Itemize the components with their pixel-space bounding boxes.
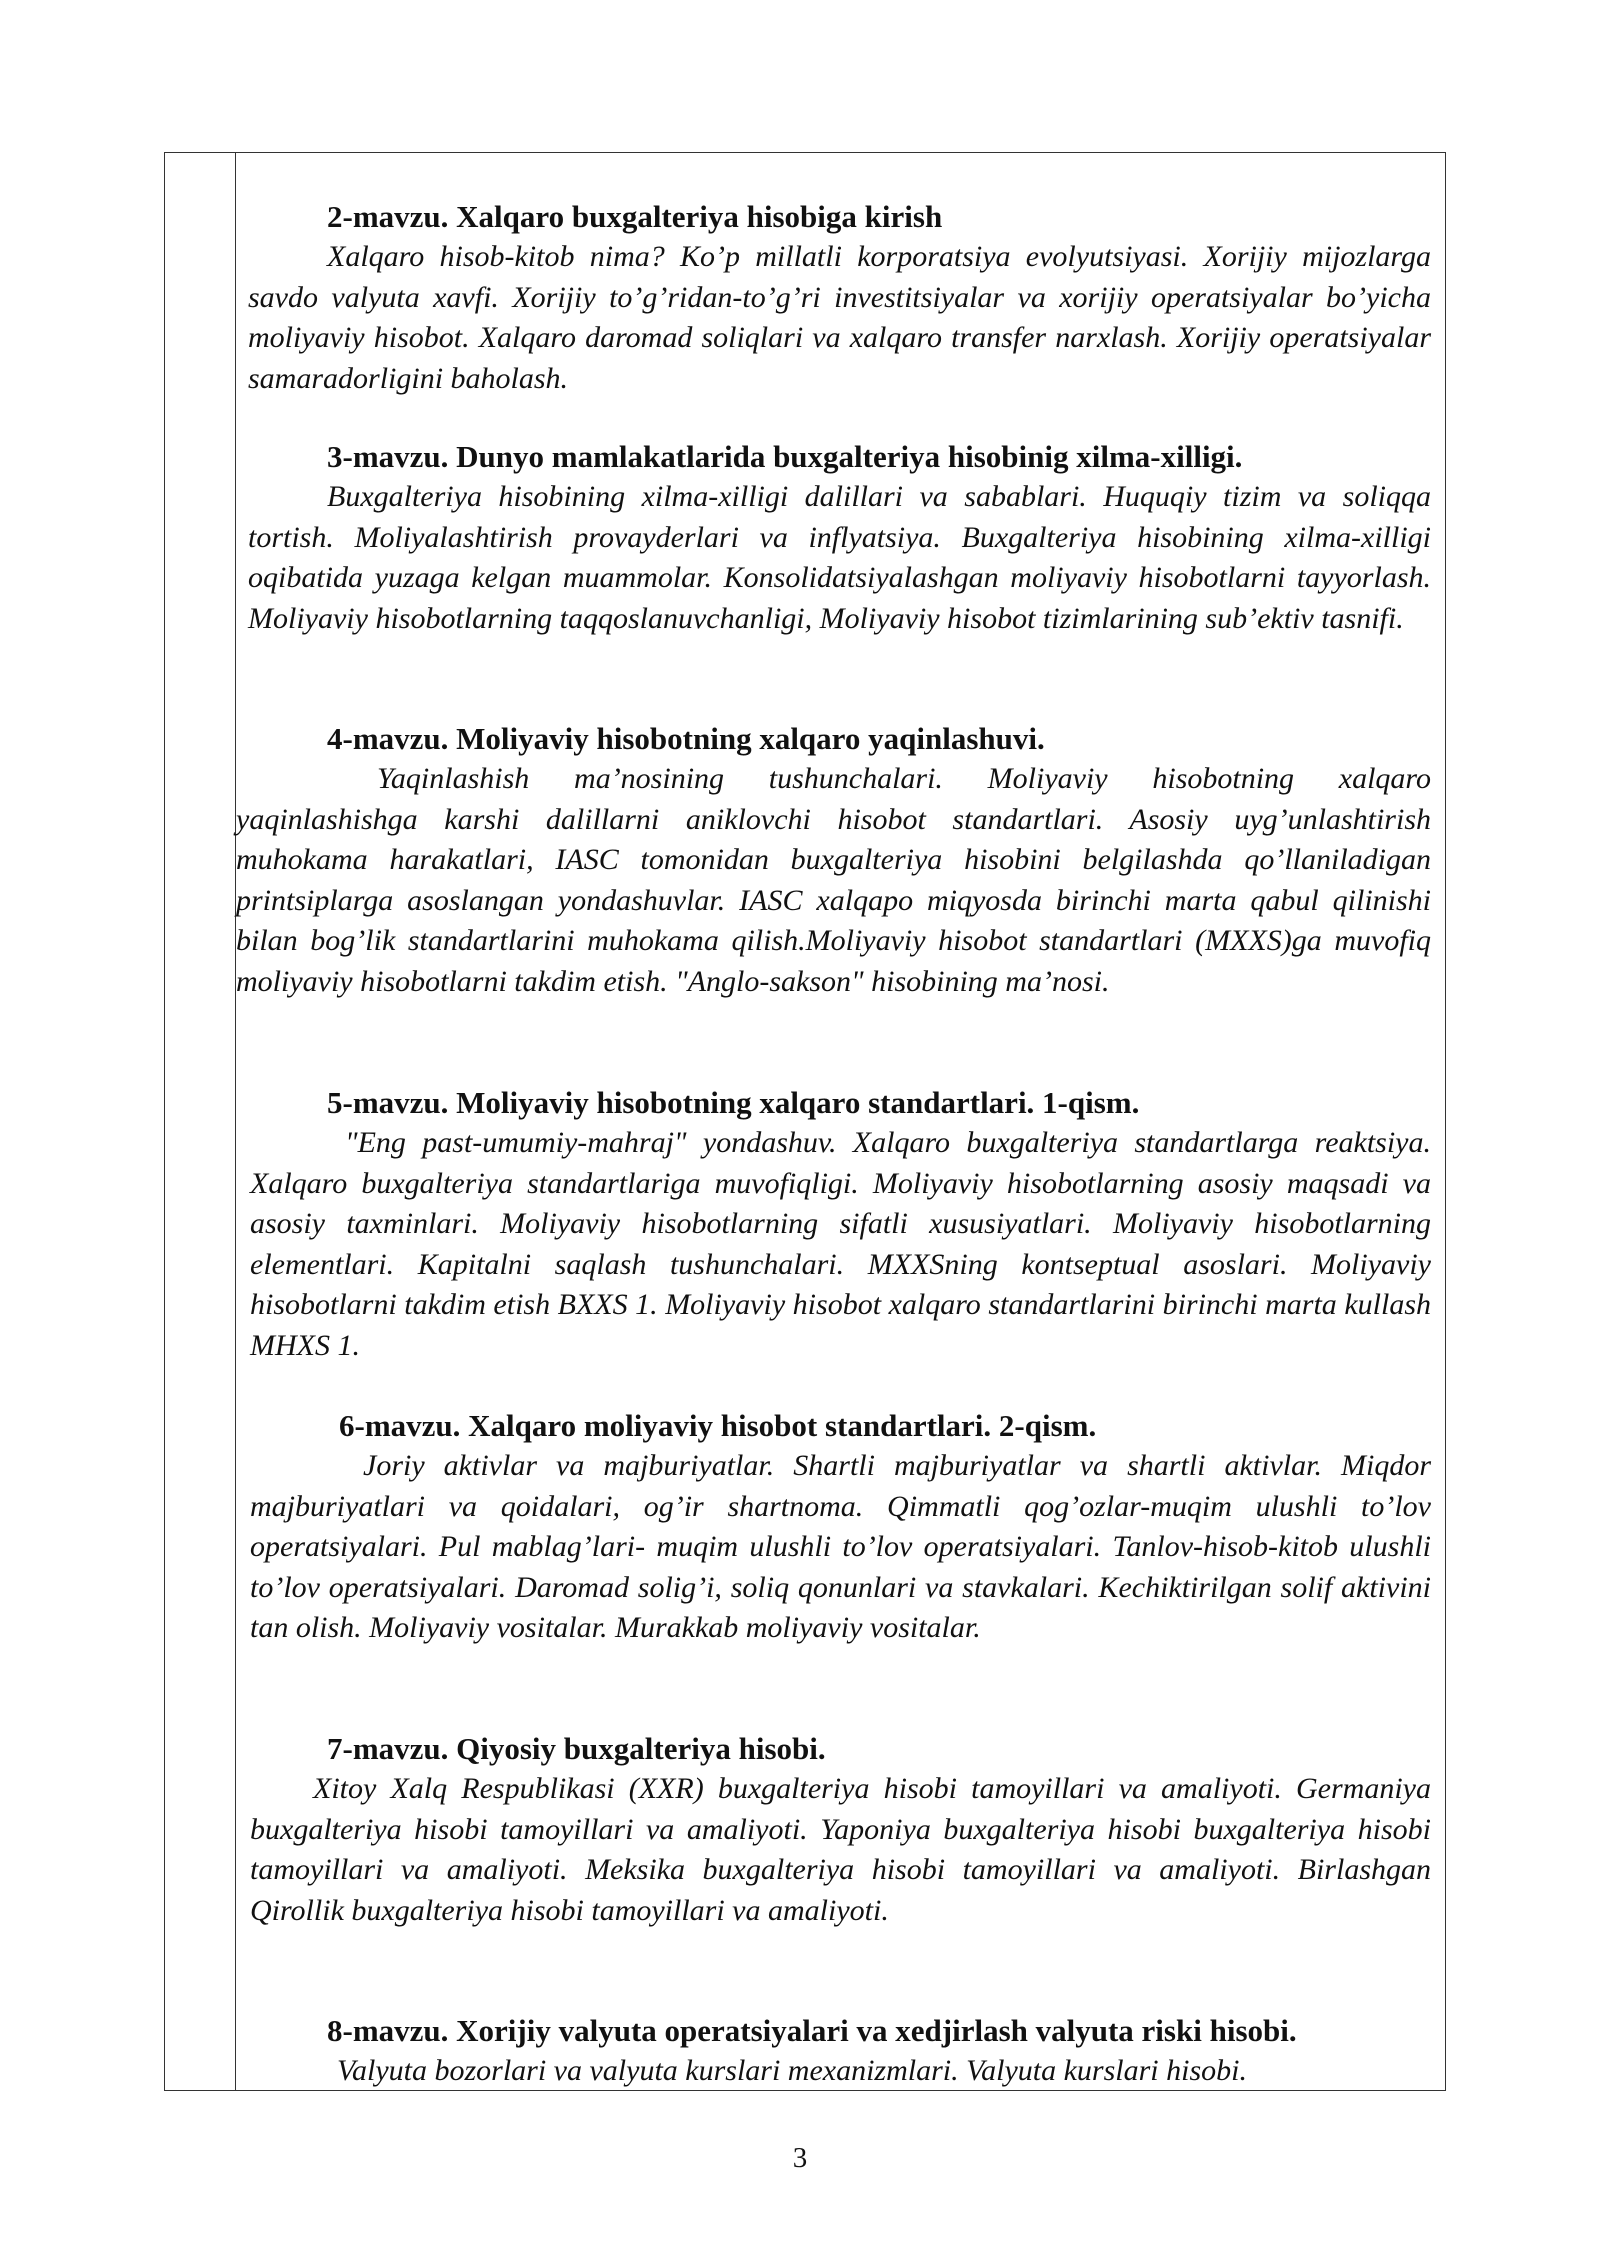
topic-description: Yaqinlashish ma’nosining tushunchalari. Moliyaviy hisobotning xalqaro yaqinlashishga karshi dalillarni aniklovchi hisobot standartlari. Asosiy uyg’unlashtirish muhokama harakatlari, IASC tomonidan buxgalteriya hisobini belgilashda qo’llaniladigan printsiplarga asoslangan yondashuvlar. IASC xalqapo miqyosda birinchi marta qabul qilinishi bilan bog’lik standartlarini muhokama qilish.Moliyaviy hisobot standartlari (MXXS)ga muvofiq moliyaviy hisobotlarni takdim etish. "Anglo-sakson" hisobining ma’nosi. xyxy=(236,762,1431,998)
topic-title: 3-mavzu. Dunyo mamlakatlarida buxgalteriya hisobinig xilma-xilligi. xyxy=(327,439,1243,474)
topic-2 xyxy=(248,197,1431,399)
topic-description: Xitoy Xalq Respublikasi (XXR) buxgalteriya hisobi tamoyillari va amaliyoti. Germaniya buxgalteriya hisobi tamoyillari va amaliyoti. Yaponiya buxgalteriya hisobi buxgalteriya hisobi tamoyillari va amaliyoti. Meksika buxgalteriya hisobi tamoyillari va amaliyoti. Birlashgan Qirollik buxgalteriya hisobi tamoyillari va amaliyoti. xyxy=(250,1772,1431,1927)
topic-description: Buxgalteriya hisobining xilma-xilligi dalillari va sabablari. Huquqiy tizim va soliqqa tortish. Moliyalashtirish provayderlari va inflyatsiya. Buxgalteriya hisobining xilma-xilligi oqibatida yuzaga kelgan muammolar. Konsolidatsiyalashgan moliyaviy hisobotlarni tayyorlash. Moliyaviy hisobotlarning taqqoslanuvchanligi, Moliyaviy hisobot tizimlarining sub’ektiv tasnifi. xyxy=(248,480,1431,635)
topic-3 xyxy=(248,437,1431,639)
topic-title: 5-mavzu. Moliyaviy hisobotning xalqaro standartlari. 1-qism. xyxy=(327,1085,1140,1120)
topic-description: Xalqaro hisob-kitob nima? Ko’p millatli korporatsiya evolyutsiyasi. Xorijiy mijozlarga savdo valyuta xavfi. Xorijiy to’g’ridan-to’g’ri investitsiyalar va xorijiy operatsiyalar bo’yicha moliyaviy hisobot. Xalqaro daromad soliqlari va xalqaro transfer narxlash. Xorijiy operatsiyalar samaradorligini baholash. xyxy=(248,240,1431,395)
topic-7 xyxy=(250,1729,1431,1931)
column-divider xyxy=(235,153,236,2090)
syllabus-table xyxy=(164,152,1446,2091)
topic-6 xyxy=(250,1406,1431,1649)
topic-description: "Eng past-umumiy-mahraj" yondashuv. Xalqaro buxgalteriya standartlarga reaktsiya. Xalqaro buxgalteriya standartlariga muvofiqligi. Moliyaviy hisobotlarning asosiy maqsadi va asosiy taxminlari. Moliyaviy hisobotlarning sifatli xususiyatlari. Moliyaviy hisobotlarning elementlari. Kapitalni saqlash tushunchalari. MXXSning kontseptual asoslari. Moliyaviy hisobotlarni takdim etish BXXS 1. Moliyaviy hisobot xalqaro standartlarini birinchi marta kullash MHXS 1. xyxy=(250,1126,1431,1362)
topic-5 xyxy=(250,1083,1431,1366)
page-number: 3 xyxy=(792,2142,808,2174)
topic-8 xyxy=(250,2011,1431,2092)
topic-title: 6-mavzu. Xalqaro moliyaviy hisobot standartlari. 2-qism. xyxy=(339,1408,1097,1443)
topic-description: Joriy aktivlar va majburiyatlar. Shartli majburiyatlar va shartli aktivlar. Miqdor majburiyatlari va qoidalari, og’ir shartnoma. Qimmatli qog’ozlar-muqim ulushli to’lov operatsiyalari. Pul mablag’lari- muqim ulushli to’lov operatsiyalari. Tanlov-hisob-kitob ulushli to’lov operatsiyalari. Daromad solig’i, soliq qonunlari va stavkalari. Kechiktirilgan solif aktivini tan olish. Moliyaviy vositalar. Murakkab moliyaviy vositalar. xyxy=(250,1449,1431,1644)
topic-title: 2-mavzu. Xalqaro buxgalteriya hisobiga kirish xyxy=(327,199,943,234)
topic-title: 7-mavzu. Qiyosiy buxgalteriya hisobi. xyxy=(327,1731,826,1766)
topic-title: 4-mavzu. Moliyaviy hisobotning xalqaro yaqinlashuvi. xyxy=(327,721,1045,756)
topic-4 xyxy=(236,719,1431,1002)
topic-title: 8-mavzu. Xorijiy valyuta operatsiyalari va xedjirlash valyuta riski hisobi. xyxy=(327,2013,1297,2048)
topic-description: Valyuta bozorlari va valyuta kurslari mexanizmlari. Valyuta kurslari hisobi. xyxy=(337,2054,1247,2087)
